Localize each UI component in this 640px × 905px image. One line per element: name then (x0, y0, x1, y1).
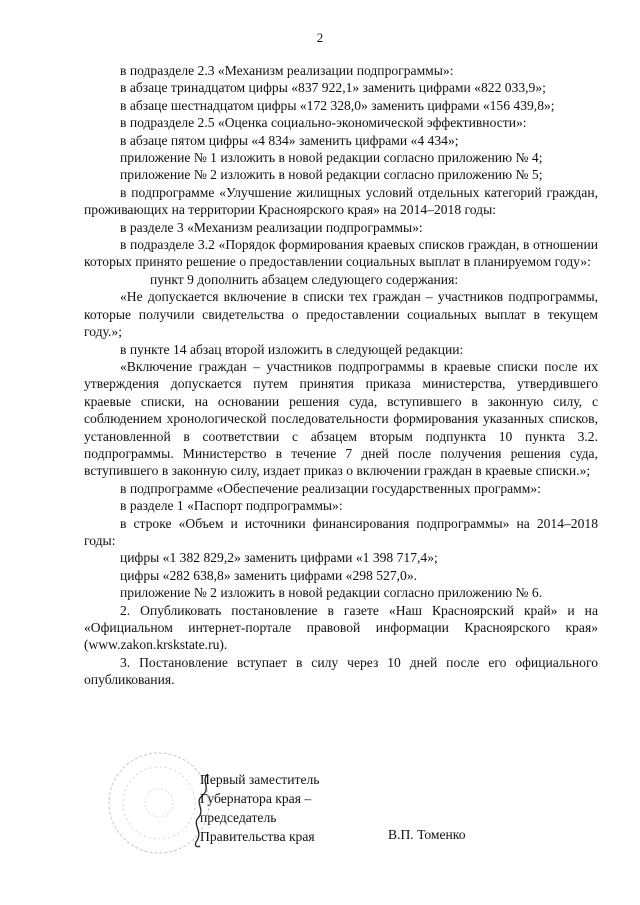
paragraph: в подпрограмме «Обеспечение реализации государственных программ»: (120, 480, 541, 496)
paragraph: приложение № 2 изложить в новой редакции согласно приложению № 6. (120, 585, 543, 601)
paragraph: 2. Опубликовать постановление в газете «Наш Красноярский край» и на «Официальном интернет-портале правовой информации Красноярского края» (www.zakon.krskstate.ru). (84, 602, 598, 653)
signatory-name: В.П. Томенко (388, 827, 466, 842)
paragraph: в подразделе 2.3 «Механизм реализации подпрограммы»: (120, 63, 454, 78)
paragraph: в разделе 3 «Механизм реализации подпрограммы»: (120, 219, 423, 235)
paragraph: пункт 9 дополнить абзацем следующего содержания: (150, 271, 459, 287)
signatory-title (200, 770, 319, 846)
signatory-title-line: Губернатора края – (200, 791, 312, 806)
paragraph: в подпрограмме «Улучшение жилищных условий отдельных категорий граждан, проживающих на территории Красноярского края» на 2014–2018 годы: (84, 184, 598, 218)
paragraph: цифры «282 638,8» заменить цифрами «298 527,0». (120, 567, 418, 583)
paragraph: в абзаце шестнадцатом цифры «172 328,0» заменить цифрами «156 439,8»; (120, 97, 555, 113)
paragraph: в подразделе 2.5 «Оценка социально-экономической эффективности»: (120, 115, 527, 131)
paragraph: в разделе 1 «Паспорт подпрограммы»: (120, 498, 343, 514)
paragraph: «Включение граждан – участников подпрограммы в краевые списки после их утверждения допускается путем принятия приказа министерства, утвердившего краевые списки, на основании решения суда, вступившего в законную силу, с соблюдением хронологической последовательности формирования указанных списков, установленной в соответствии с абзацем вторым подпункта 10 пункта 3.2. подпрограммы. Министерство в течение 7 дней после получения решения суда, вступившего в законную силу, издает приказ о включении граждан в краевые списки.»; (84, 358, 598, 479)
paragraph: 3. Постановление вступает в силу через 10 дней после его официального опубликования. (84, 654, 598, 688)
paragraph: в строке «Объем и источники финансирования подпрограммы» на 2014–2018 годы: (84, 515, 598, 548)
signatory-title-line: председатель (200, 810, 277, 825)
paragraph: в абзаце тринадцатом цифры «837 922,1» заменить цифрами «822 033,9»; (120, 80, 546, 96)
signatory-title-line: Первый заместитель (200, 772, 320, 787)
signatory-title-line: Правительства края (200, 829, 315, 844)
paragraph: в абзаце пятом цифры «4 834» заменить цифрами «4 434»; (120, 132, 459, 148)
paragraph: приложение № 1 изложить в новой редакции согласно приложению № 4; (120, 150, 543, 166)
paragraph: в пункте 14 абзац второй изложить в следующей редакции: (120, 341, 464, 357)
page-number: 2 (316, 30, 324, 45)
paragraph: приложение № 2 изложить в новой редакции согласно приложению № 5; (120, 167, 543, 183)
paragraph: «Не допускается включение в списки тех граждан – участников подпрограммы, которые получили свидетельства о предоставлении социальных выплат в текущем году.»; (84, 289, 598, 340)
document-body (84, 62, 598, 689)
paragraph: цифры «1 382 829,2» заменить цифрами «1 398 717,4»; (120, 550, 438, 566)
paragraph: в подразделе 3.2 «Порядок формирования краевых списков граждан, в отношении которых принято решение о предоставлении социальных выплат в планируемом году»: (84, 237, 598, 270)
